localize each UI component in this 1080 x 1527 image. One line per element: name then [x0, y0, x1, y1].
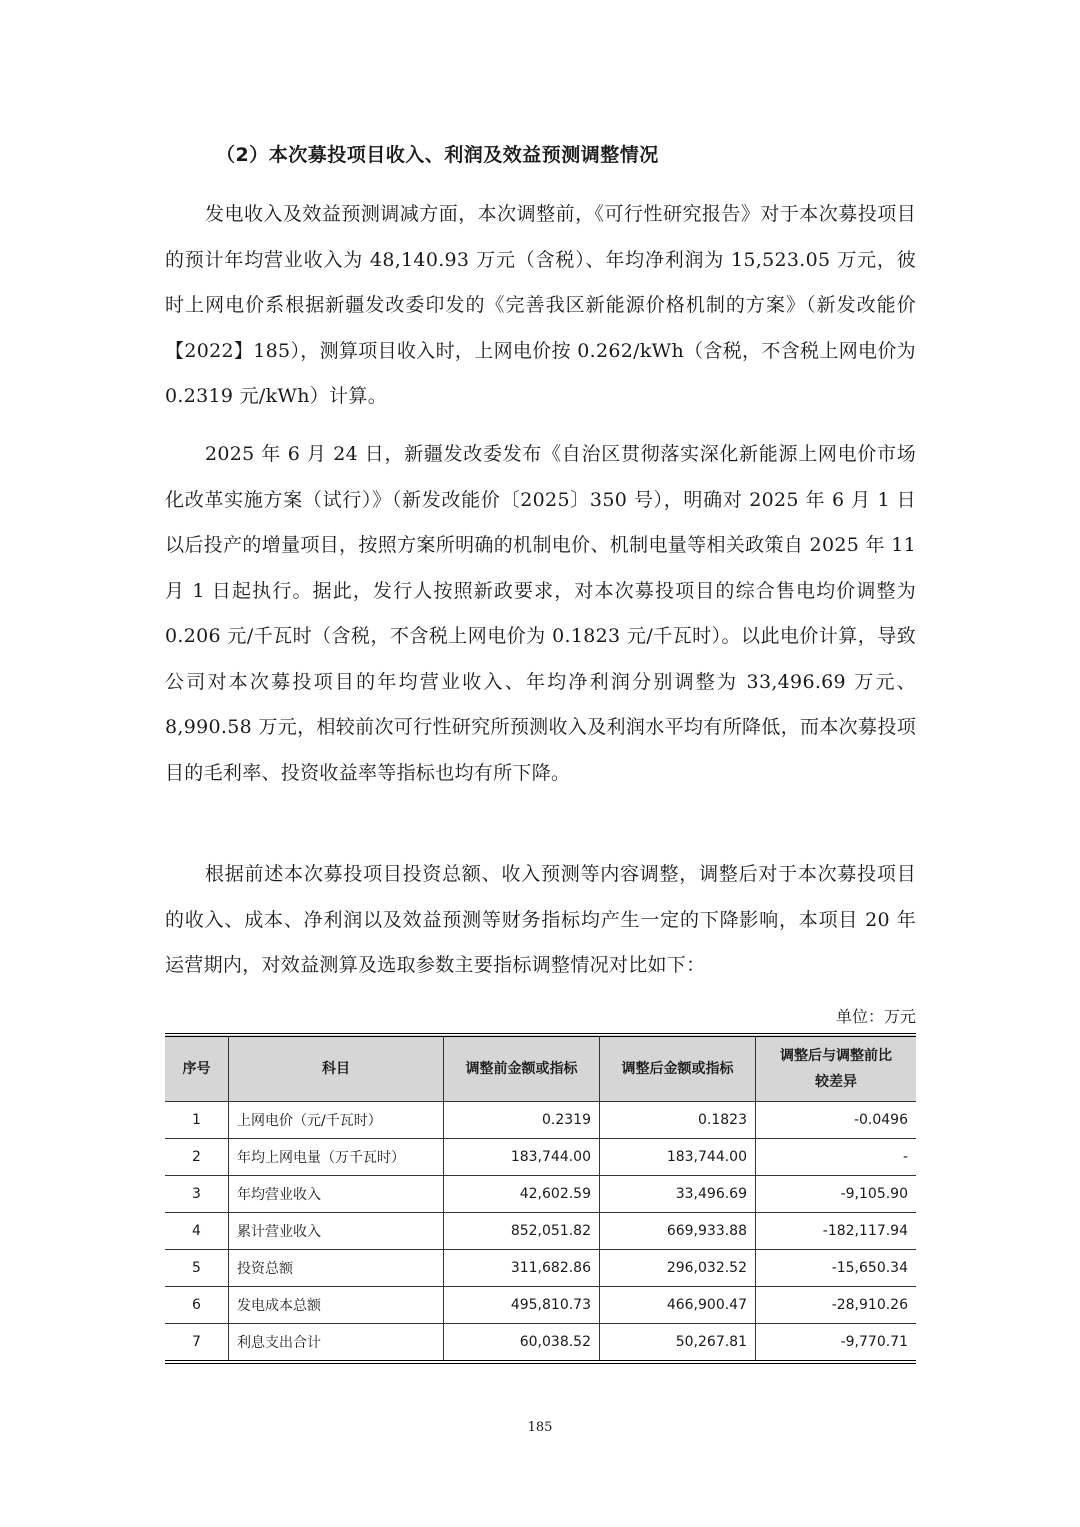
header-after: 调整后金额或指标 [600, 1035, 756, 1102]
cell-diff: -9,770.71 [756, 1324, 917, 1363]
cell-item: 年均上网电量（万千瓦时） [229, 1139, 444, 1176]
cell-no: 7 [165, 1324, 229, 1363]
table-header-row [165, 1035, 916, 1102]
cell-before: 495,810.73 [444, 1287, 600, 1324]
table-row [165, 1324, 916, 1363]
cell-after: 183,744.00 [600, 1139, 756, 1176]
table-row [165, 1250, 916, 1287]
cell-before: 183,744.00 [444, 1139, 600, 1176]
cell-before: 0.2319 [444, 1102, 600, 1139]
cell-item: 上网电价（元/千瓦时） [229, 1102, 444, 1139]
cell-item: 年均营业收入 [229, 1176, 444, 1213]
table-row [165, 1102, 916, 1139]
cell-no: 3 [165, 1176, 229, 1213]
cell-diff: -28,910.26 [756, 1287, 917, 1324]
cell-item: 发电成本总额 [229, 1287, 444, 1324]
cell-diff: -15,650.34 [756, 1250, 917, 1287]
cell-before: 60,038.52 [444, 1324, 600, 1363]
cell-after: 33,496.69 [600, 1176, 756, 1213]
cell-before: 852,051.82 [444, 1213, 600, 1250]
paragraph-price-adjustment: 发电收入及效益预测调减方面，本次调整前，《可行性研究报告》对于本次募投项目的预计年均营业收入为 48,140.93 万元（含税）、年均净利润为 15,523.05 万元，彼时上网电价系根据新疆发改委印发的《完善我区新能源价格机制的方案》（新发改能价【2022】185），测算项目收入时，上网电价按 0.262/kWh（含税，不含税上网电价为 0.2319 元/kWh）计算。 [165, 203, 916, 407]
cell-diff: -182,117.94 [756, 1213, 917, 1250]
cell-after: 50,267.81 [600, 1324, 756, 1363]
table-row [165, 1213, 916, 1250]
cell-after: 0.1823 [600, 1102, 756, 1139]
section-heading: （2）本次募投项目收入、利润及效益预测调整情况 [216, 144, 659, 166]
cell-after: 466,900.47 [600, 1287, 756, 1324]
cell-before: 311,682.86 [444, 1250, 600, 1287]
table-row [165, 1176, 916, 1213]
header-item: 科目 [229, 1035, 444, 1102]
table-row [165, 1287, 916, 1324]
cell-item: 利息支出合计 [229, 1324, 444, 1363]
cell-diff: -0.0496 [756, 1102, 917, 1139]
table-row [165, 1139, 916, 1176]
cell-no: 5 [165, 1250, 229, 1287]
cell-no: 6 [165, 1287, 229, 1324]
cell-diff: -9,105.90 [756, 1176, 917, 1213]
paragraph-policy-change: 2025 年 6 月 24 日，新疆发改委发布《自治区贯彻落实深化新能源上网电价市场化改革实施方案（试行）》（新发改能价〔2025〕350 号），明确对 2025 年 6 月 1 日以后投产的增量项目，按照方案所明确的机制电价、机制电量等相关政策自 2025 年 11 月 1 日起执行。据此，发行人按照新政要求，对本次募投项目的综合售电均价调整为 0.206 元/千瓦时（含税，不含税上网电价为 0.1823 元/千瓦时）。以此电价计算，导致公司对本次募投项目的年均营业收入、年均净利润分别调整为 33,496.69 万元、8,990.58 万元，相较前次可行性研究所预测收入及利润水平均有所降低，而本次募投项目的毛利率、投资收益率等指标也均有所下降。 [165, 443, 916, 784]
cell-no: 2 [165, 1139, 229, 1176]
page-number: 185 [527, 1420, 553, 1435]
unit-label: 单位：万元 [835, 1007, 916, 1026]
comparison-table [165, 1033, 916, 1364]
header-diff: 调整后与调整前比较差异 [756, 1035, 917, 1102]
cell-diff: - [756, 1139, 917, 1176]
cell-after: 296,032.52 [600, 1250, 756, 1287]
cell-no: 1 [165, 1102, 229, 1139]
header-before: 调整前金额或指标 [444, 1035, 600, 1102]
cell-after: 669,933.88 [600, 1213, 756, 1250]
paragraph-summary: 根据前述本次募投项目投资总额、收入预测等内容调整，调整后对于本次募投项目的收入、成本、净利润以及效益预测等财务指标均产生一定的下降影响，本项目 20 年运营期内，对效益测算及选取参数主要指标调整情况对比如下： [165, 863, 916, 976]
cell-item: 累计营业收入 [229, 1213, 444, 1250]
cell-no: 4 [165, 1213, 229, 1250]
cell-item: 投资总额 [229, 1250, 444, 1287]
header-no: 序号 [165, 1035, 229, 1102]
cell-before: 42,602.59 [444, 1176, 600, 1213]
